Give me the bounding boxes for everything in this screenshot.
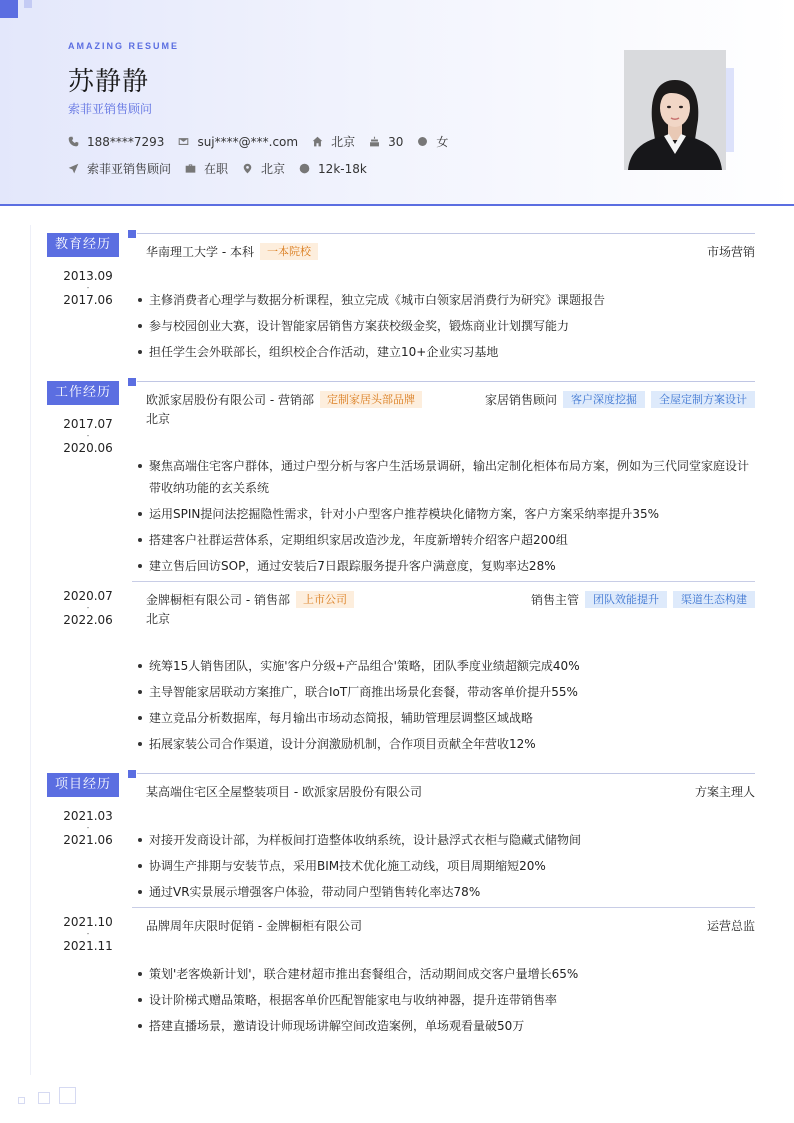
project-name: 品牌周年庆限时促销 - 金牌橱柜有限公司 <box>146 919 362 933</box>
cake-icon <box>369 136 380 147</box>
gender-icon <box>417 136 428 147</box>
gender-text: 女 <box>436 135 449 149</box>
section-divider <box>137 233 755 234</box>
entry-divider <box>132 907 755 908</box>
end-date: 2021.06 <box>63 833 113 847</box>
age-text: 30 <box>388 134 404 149</box>
edu-bullets <box>138 289 755 367</box>
work-date <box>47 589 129 627</box>
list-item: 统筹15人销售团队，实施'客户分级+产品组合'策略，团队季度业绩超额完成40% <box>138 655 755 677</box>
job-role: 销售主管 <box>530 593 579 607</box>
start-date: 2021.10 <box>63 915 113 929</box>
intent-city-info <box>242 160 285 177</box>
contact-row <box>68 133 462 150</box>
email-info <box>178 135 298 149</box>
end-date: 2020.06 <box>63 441 113 455</box>
list-item: 聚焦高端住宅客户群体，通过户型分析与客户生活场景调研，输出定制化柜体布局方案，例如为三代同堂家庭设计带收纳功能的玄关系统 <box>138 455 755 499</box>
date-dash: - <box>86 432 90 440</box>
home-text: 北京 <box>331 135 356 149</box>
location-icon <box>242 163 253 174</box>
end-date: 2017.06 <box>63 293 113 307</box>
list-item: 通过VR实景展示增强客户体验，带动同户型销售转化率达78% <box>138 881 755 903</box>
project-date <box>47 809 129 847</box>
intent-city-text: 北京 <box>261 162 286 176</box>
list-item: 建立竞品分析数据库，每月输出市场动态简报，辅助管理层调整区域战略 <box>138 707 755 729</box>
list-item: 对接开发商设计部，为样板间打造整体收纳系统，设计悬浮式衣柜与隐藏式储物间 <box>138 829 755 851</box>
decor-square <box>18 1097 25 1104</box>
intent-position-info <box>68 160 171 177</box>
briefcase-icon <box>185 163 196 174</box>
start-date: 2021.03 <box>63 809 113 823</box>
home-info <box>312 133 355 150</box>
list-item: 协调生产排期与安装节点，采用BIM技术优化施工动线，项目周期缩短20% <box>138 855 755 877</box>
salary-info <box>299 162 367 176</box>
skill-tag: 渠道生态构建 <box>673 591 755 608</box>
project-name: 某高端住宅区全屋整装项目 - 欧派家居股份有限公司 <box>146 785 422 799</box>
job-title: 索菲亚销售顾问 <box>68 102 153 116</box>
money-icon <box>299 163 310 174</box>
list-item: 搭建客户社群运营体系，定期组织家居改造沙龙，年度新增转介绍客户超200组 <box>138 529 755 551</box>
list-item: 主导智能家居联动方案推广，联合IoT厂商推出场景化套餐，带动客单价提升55% <box>138 681 755 703</box>
age-info <box>369 135 403 149</box>
company-name: 金牌橱柜有限公司 - 销售部 <box>146 593 290 607</box>
decor-square-small <box>24 0 32 8</box>
work-location: 北京 <box>146 612 171 626</box>
list-item: 主修消费者心理学与数据分析课程，独立完成《城市白领家居消费行为研究》课题报告 <box>138 289 755 311</box>
work-bullets <box>138 655 755 759</box>
work-row <box>146 591 755 608</box>
mail-icon <box>178 136 189 147</box>
project-date <box>47 915 129 953</box>
timeline-line <box>30 225 31 1075</box>
project-row <box>146 783 755 800</box>
job-intent-row <box>68 160 381 177</box>
list-item: 搭建直播场景，邀请设计师现场讲解空间改造案例，单场观看量破50万 <box>138 1015 755 1037</box>
work-location: 北京 <box>146 412 171 426</box>
project-role: 方案主理人 <box>694 785 755 799</box>
resume-header <box>0 0 794 206</box>
project-row <box>146 917 755 934</box>
section-title-education: 教育经历 <box>47 233 119 257</box>
phone-icon <box>68 136 79 147</box>
list-item: 策划'老客焕新计划'，联合建材超市推出套餐组合，活动期间成交客户量增长65% <box>138 963 755 985</box>
candidate-name: 苏静静 <box>68 67 150 97</box>
list-item: 拓展家装公司合作渠道，设计分润激励机制，合作项目贡献全年营收12% <box>138 733 755 755</box>
list-item: 设计阶梯式赠品策略，根据客单价匹配智能家电与收纳神器，提升连带销售率 <box>138 989 755 1011</box>
intent-position-text: 索菲亚销售顾问 <box>87 162 172 176</box>
end-date: 2021.11 <box>63 939 113 953</box>
work-row <box>146 391 755 408</box>
date-dash: - <box>86 604 90 612</box>
edu-date <box>47 269 129 307</box>
status-text: 在职 <box>204 162 229 176</box>
profile-photo <box>624 50 726 170</box>
skill-tag: 团队效能提升 <box>585 591 667 608</box>
decor-square <box>59 1087 76 1104</box>
school-name: 华南理工大学 - 本科 <box>146 245 254 259</box>
list-item: 建立售后回访SOP，通过安装后7日跟踪服务提升客户满意度，复购率达28% <box>138 555 755 577</box>
section-marker <box>128 378 136 386</box>
email-text: suj****@***.com <box>197 134 299 149</box>
work-bullets <box>138 455 755 581</box>
section-divider <box>137 381 755 382</box>
section-marker <box>128 770 136 778</box>
company-tag: 上市公司 <box>296 591 354 608</box>
start-date: 2020.07 <box>63 589 113 603</box>
brand-label: AMAZING RESUME <box>68 41 179 51</box>
section-title-projects: 项目经历 <box>47 773 119 797</box>
end-date: 2022.06 <box>63 613 113 627</box>
start-date: 2017.07 <box>63 417 113 431</box>
company-tag: 定制家居头部品牌 <box>320 391 422 408</box>
decor-square <box>38 1092 50 1104</box>
home-icon <box>312 136 323 147</box>
company-name: 欧派家居股份有限公司 - 营销部 <box>146 393 314 407</box>
section-marker <box>128 230 136 238</box>
phone-text: 188****7293 <box>87 134 165 149</box>
start-date: 2013.09 <box>63 269 113 283</box>
date-dash: - <box>86 284 90 292</box>
send-icon <box>68 163 79 174</box>
section-title-work: 工作经历 <box>47 381 119 405</box>
entry-divider <box>132 581 755 582</box>
skill-tag: 全屋定制方案设计 <box>651 391 755 408</box>
section-divider <box>137 773 755 774</box>
list-item: 运用SPIN提问法挖掘隐性需求，针对小户型客户推荐模块化储物方案，客户方案采纳率提升35% <box>138 503 755 525</box>
phone-info <box>68 135 164 149</box>
salary-text: 12k-18k <box>318 161 367 176</box>
list-item: 担任学生会外联部长，组织校企合作活动，建立10+企业实习基地 <box>138 341 755 363</box>
project-bullets <box>138 829 755 907</box>
skill-tag: 客户深度挖掘 <box>563 391 645 408</box>
decor-square <box>0 0 18 18</box>
status-info <box>185 160 228 177</box>
work-date <box>47 417 129 455</box>
major: 市场营销 <box>706 245 755 259</box>
project-bullets <box>138 963 755 1041</box>
date-dash: - <box>86 824 90 832</box>
gender-info <box>417 133 448 150</box>
school-tag: 一本院校 <box>260 243 318 260</box>
job-role: 家居销售顾问 <box>484 393 557 407</box>
date-dash: - <box>86 930 90 938</box>
edu-row <box>146 243 755 260</box>
project-role: 运营总监 <box>706 919 755 933</box>
list-item: 参与校园创业大赛，设计智能家居销售方案获校级金奖，锻炼商业计划撰写能力 <box>138 315 755 337</box>
